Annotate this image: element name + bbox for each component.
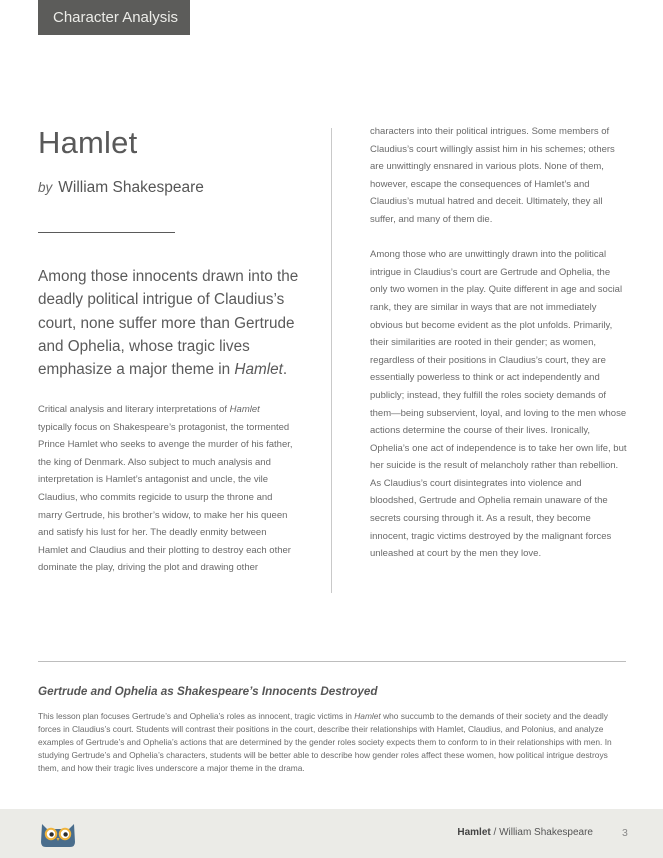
body-paragraph: Among those who are unwittingly drawn into the political intrigue in Claudius’s court are Gertrude and Ophelia, the only two women in the play. Quite different in age and social rank, they are similar in ways that are not immediately obvious but become evident as the plot unfolds. Primarily, their similarities are rooted in their gender; as women, regardless of their positions in Claudius’s court, they are essentially powerless to think or act independently and publicly; instead, they fulfill the roles society demands of them—being subservient, loyal, and loving to the men whose actions determine the course of their lives. Ironically, Ophelia’s one act of independence is to take her own life, but her suicide is the result of melancholy rather than rebellion. As Claudius’s court disintegrates into violence and bloodshed, Gertrude and Ophelia remain unaware of the secrets coursing through it. As a result, they become innocent, tragic victims destroyed by the malignant forces unleashed at court by the men they love. xyxy=(370,249,627,560)
section-tab-label: Character Analysis xyxy=(53,9,179,26)
byline-prefix: by xyxy=(38,180,53,195)
section-tab xyxy=(38,0,190,35)
body-title-emphasis: Hamlet xyxy=(229,404,260,415)
lead-paragraph xyxy=(38,265,300,381)
page-number: 3 xyxy=(622,827,628,839)
body-column-left xyxy=(38,401,293,577)
summary-text-part: who succumb to the demands of their society and the deadly forces in Claudius’s court. Students will contrast their positions in the court, describe their relationships with Hamlet, Claudius, and Polonius, and analyze examples of Gertrude’s and Ophelia’s actions that are determined by the gender roles society expects them to conform to in their relationships with men. In studying Gertrude’s and Ophelia’s characters, students will be better able to describe how gender roles affect these women, how political intrigue destroys them, and how their tragic lives underscore a major theme in the drama. xyxy=(38,711,612,773)
column-divider xyxy=(331,128,332,593)
summary-paragraph xyxy=(38,710,628,775)
owl-icon xyxy=(38,818,78,848)
lead-text: Among those innocents drawn into the deadly political intrigue of Claudius’s court, none suffer more than Gertrude and Ophelia, whose tragic lives emphasize a major theme in xyxy=(38,268,299,379)
byline xyxy=(38,179,298,197)
section-divider xyxy=(38,661,626,662)
lead-title-emphasis: Hamlet xyxy=(234,361,283,379)
page-title: Hamlet xyxy=(38,125,138,160)
footer-author: William Shakespeare xyxy=(499,827,593,838)
summary-text-part: This lesson plan focuses Gertrude’s and Ophelia’s roles as innocent, tragic victims in xyxy=(38,711,355,721)
body-text-part: Critical analysis and literary interpretations of xyxy=(38,404,230,415)
lead-end: . xyxy=(282,361,288,379)
author-name: William Shakespeare xyxy=(58,179,204,196)
body-paragraph: characters into their political intrigues. Some members of Claudius’s court willingly assist him in his schemes; others are unwittingly ensnared in various plots. None of them, however, escape the consequences of Hamlet’s and Claudius’s mutual hatred and deceit. Ultimately, they all suffer, and many of them die. xyxy=(370,126,615,225)
footer-work-title: Hamlet xyxy=(457,827,491,838)
title-divider xyxy=(38,232,175,233)
summary-title-emphasis: Hamlet xyxy=(354,711,381,721)
body-paragraph xyxy=(38,401,293,577)
body-column-right xyxy=(370,123,628,563)
body-text-part: typically focus on Shakespeare’s protagonist, the tormented Prince Hamlet who seeks to avenge the murder of his father, the king of Denmark. Also subject to much analysis and interpretation is Hamlet’s antagonist and uncle, the vile Claudius, who commits regicide to usurp the throne and marry Gertrude, his brother’s widow, to make her his queen and satisfy his lust for her. The deadly enmity between Hamlet and Claudius and their plotting to destroy each other dominate the play, driving the plot and drawing other xyxy=(38,421,293,574)
summary-heading: Gertrude and Ophelia as Shakespeare’s Innocents Destroyed xyxy=(38,685,378,698)
title-block xyxy=(38,125,298,197)
footer-running-title xyxy=(457,827,593,838)
footer-separator: / xyxy=(490,827,500,838)
